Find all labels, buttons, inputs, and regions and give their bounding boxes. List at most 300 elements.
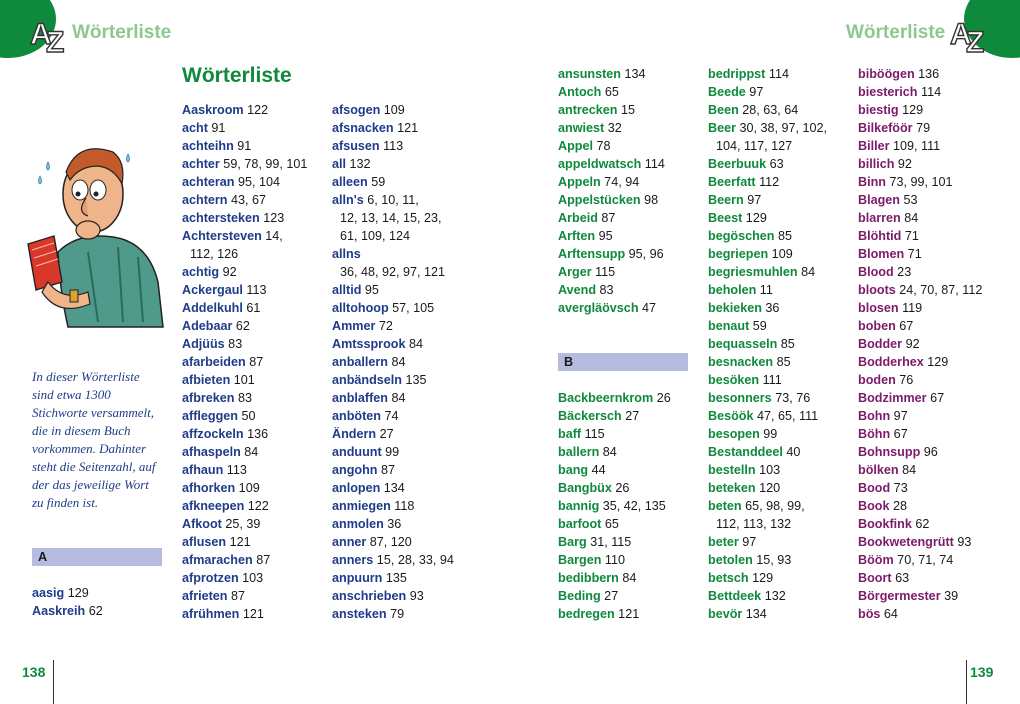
entry-word: achtern xyxy=(182,193,228,207)
entry-pages: 67 xyxy=(895,319,914,333)
index-entry xyxy=(558,389,688,407)
index-entry xyxy=(332,479,482,497)
entry-word: Barg xyxy=(558,535,587,549)
entry-word: Appel xyxy=(558,139,593,153)
index-entry xyxy=(332,461,482,479)
entry-word: Bohn xyxy=(858,409,891,423)
entry-pages-continued: 12, 13, 14, 15, 23, xyxy=(340,211,442,225)
index-entry xyxy=(858,353,1008,371)
entry-pages: 103 xyxy=(238,571,264,585)
entry-word: baff xyxy=(558,427,582,441)
entry-pages: 136 xyxy=(243,427,269,441)
entry-pages: 97 xyxy=(738,535,757,549)
entry-pages: 109 xyxy=(235,481,260,495)
entry-word: beter xyxy=(708,535,739,549)
index-entry xyxy=(182,209,327,227)
entry-pages: 110 xyxy=(601,553,625,567)
entry-word: Adebaar xyxy=(182,319,233,333)
entry-pages: 123 xyxy=(259,211,285,225)
index-entry xyxy=(182,371,327,389)
index-entry xyxy=(708,587,848,605)
index-entry xyxy=(332,551,482,569)
index-entry xyxy=(182,101,327,119)
entry-pages: 129 xyxy=(742,211,767,225)
index-entry xyxy=(182,515,327,533)
entry-pages: 84 xyxy=(900,211,919,225)
entry-word: afbreken xyxy=(182,391,235,405)
entry-word: afarbeiden xyxy=(182,355,246,369)
index-entry xyxy=(558,605,688,623)
index-entry xyxy=(182,353,327,371)
entry-word: anmolen xyxy=(332,517,384,531)
index-entry xyxy=(858,263,1008,281)
entry-pages: 83 xyxy=(596,283,614,297)
index-entry xyxy=(332,317,482,335)
entry-pages: 134 xyxy=(380,481,405,495)
entry-word: betsch xyxy=(708,571,749,585)
svg-text:A: A xyxy=(30,18,52,51)
entry-pages: 59 xyxy=(749,319,767,333)
index-entry xyxy=(858,101,1008,119)
entry-word: Bäckersch xyxy=(558,409,622,423)
entry-pages: 92 xyxy=(894,157,912,171)
entry-pages: 47 xyxy=(638,301,657,315)
entry-word: besöken xyxy=(708,373,760,387)
entry-pages: 73 xyxy=(890,481,908,495)
index-entry xyxy=(858,155,1008,173)
entry-word: all xyxy=(332,157,347,171)
index-entry xyxy=(858,425,1008,443)
entry-pages: 91 xyxy=(207,121,226,135)
entry-word: beteken xyxy=(708,481,756,495)
entry-pages: 26 xyxy=(653,391,671,405)
entry-pages: 32 xyxy=(604,121,622,135)
entry-word: Arften xyxy=(558,229,596,243)
index-entry xyxy=(558,119,688,137)
entry-pages: 84 xyxy=(618,571,637,585)
entry-pages: 47, 65, 111 xyxy=(753,409,819,423)
entry-word: achtersteken xyxy=(182,211,260,225)
entry-word: alltid xyxy=(332,283,362,297)
index-entry xyxy=(32,602,162,620)
entry-pages: 73, 76 xyxy=(771,391,811,405)
entry-word: besnacken xyxy=(708,355,774,369)
entry-pages: 84 xyxy=(405,337,423,351)
index-entry xyxy=(858,497,1008,515)
index-entry xyxy=(708,155,848,173)
entry-word: Bood xyxy=(858,481,891,495)
index-entry xyxy=(332,353,482,371)
index-entry xyxy=(182,263,327,281)
index-entry xyxy=(182,155,327,173)
entry-pages: 129 xyxy=(748,571,774,585)
entry-pages: 84 xyxy=(797,265,816,279)
entry-pages: 92 xyxy=(219,265,237,279)
entry-word: Arftensupp xyxy=(558,247,626,261)
intro-note: In dieser Wörterliste sind etwa 1300 Stichworte versammelt, die in diesem Buch vorkommen. Dahinter steht die Seitenzahl, auf der das jeweilige Wort zu finden ist. xyxy=(32,369,156,510)
entry-pages: 135 xyxy=(382,571,407,585)
entry-word: benaut xyxy=(708,319,750,333)
entry-word: alln's xyxy=(332,193,364,207)
entry-pages: 25, 39 xyxy=(221,517,261,531)
cartoon-reader-illustration xyxy=(18,132,168,332)
entry-word: achter xyxy=(182,157,220,171)
entry-pages: 96 xyxy=(920,445,938,459)
section-header-b: B xyxy=(558,353,688,371)
entry-word: Achtersteven xyxy=(182,229,262,243)
entry-word: begriepen xyxy=(708,247,769,261)
entry-word: Blood xyxy=(858,265,894,279)
entry-pages: 53 xyxy=(900,193,918,207)
entry-word: Beerbuuk xyxy=(708,157,767,171)
entry-word: affleggen xyxy=(182,409,238,423)
index-entry xyxy=(858,461,1008,479)
entry-word: afrühmen xyxy=(182,607,240,621)
index-entry xyxy=(708,461,848,479)
index-entry xyxy=(708,389,848,407)
entry-word: Arger xyxy=(558,265,592,279)
index-entry xyxy=(858,137,1008,155)
index-entry xyxy=(558,443,688,461)
entry-pages: 122 xyxy=(243,103,269,117)
index-entry xyxy=(858,173,1008,191)
entry-pages: 85 xyxy=(773,355,791,369)
entry-pages-continued: 112, 126 xyxy=(190,247,239,261)
entry-pages: 95 xyxy=(595,229,613,243)
entry-word: Appeln xyxy=(558,175,601,189)
entry-pages: 39 xyxy=(940,589,959,603)
index-entry xyxy=(332,245,482,263)
entries-column-4 xyxy=(708,65,848,623)
index-entry xyxy=(858,407,1008,425)
index-entry xyxy=(858,443,1008,461)
entry-word: Beest xyxy=(708,211,743,225)
index-entry xyxy=(182,407,327,425)
entry-word: Beerfatt xyxy=(708,175,756,189)
index-entry xyxy=(332,191,482,209)
entry-pages: 40 xyxy=(782,445,801,459)
index-entry xyxy=(182,443,327,461)
index-entry xyxy=(858,227,1008,245)
index-entry xyxy=(708,263,848,281)
index-entry xyxy=(332,335,482,353)
index-entry xyxy=(708,209,848,227)
index-entry xyxy=(182,425,327,443)
entry-word: Besöök xyxy=(708,409,754,423)
entry-pages: 30, 38, 97, 102, xyxy=(736,121,828,135)
index-entry xyxy=(858,389,1008,407)
index-entry xyxy=(332,299,482,317)
index-entry xyxy=(332,371,482,389)
entry-pages: 74 xyxy=(380,409,399,423)
entry-word: bevör xyxy=(708,607,743,621)
index-entry xyxy=(182,605,327,623)
index-entry xyxy=(558,587,688,605)
entry-word: Blagen xyxy=(858,193,900,207)
index-entry xyxy=(332,605,482,623)
entry-word: bedrippst xyxy=(708,67,766,81)
index-entry xyxy=(858,371,1008,389)
index-entry xyxy=(708,245,848,263)
entry-pages: 99 xyxy=(759,427,778,441)
entry-word: Ackergaul xyxy=(182,283,243,297)
index-entry xyxy=(558,263,688,281)
entry-word: Beer xyxy=(708,121,737,135)
entry-pages: 129 xyxy=(923,355,949,369)
index-entry xyxy=(558,209,688,227)
entry-word: anner xyxy=(332,535,367,549)
index-entry xyxy=(182,173,327,191)
index-entry xyxy=(708,173,848,191)
entry-word: Ändern xyxy=(332,427,377,441)
entry-word: Bilkeföör xyxy=(858,121,913,135)
entry-pages: 129 xyxy=(898,103,924,117)
index-entry xyxy=(708,227,848,245)
entry-pages: 72 xyxy=(375,319,393,333)
entry-word: anblaffen xyxy=(332,391,388,405)
index-entry xyxy=(558,569,688,587)
index-entry xyxy=(858,119,1008,137)
index-entry xyxy=(182,299,327,317)
entry-pages: 36 xyxy=(383,517,402,531)
page-number-left: 138 xyxy=(22,664,46,680)
index-entry xyxy=(332,515,482,533)
entry-pages: 113 xyxy=(379,139,404,153)
entry-pages: 95 xyxy=(361,283,379,297)
entry-pages: 112 xyxy=(755,175,780,189)
entry-pages: 109 xyxy=(768,247,793,261)
index-entry xyxy=(558,533,688,551)
index-entry xyxy=(858,317,1008,335)
entry-pages: 87 xyxy=(377,463,395,477)
entry-word: Bookwetengrütt xyxy=(858,535,954,549)
entry-word: afhaspeln xyxy=(182,445,241,459)
entry-pages: 113 xyxy=(242,283,267,297)
entry-word: Ammer xyxy=(332,319,376,333)
entry-pages: 27 xyxy=(376,427,394,441)
running-title-left: Wörterliste xyxy=(72,22,172,43)
index-entry xyxy=(332,407,482,425)
entry-pages: 79 xyxy=(912,121,931,135)
entry-word: alltohoop xyxy=(332,301,389,315)
entry-pages: 62 xyxy=(232,319,250,333)
entry-pages: 6, 10, 11, xyxy=(363,193,419,207)
entry-word: biestig xyxy=(858,103,899,117)
page-number-divider xyxy=(53,660,54,704)
entry-pages: 62 xyxy=(911,517,930,531)
entry-pages: 43, 67 xyxy=(227,193,267,207)
index-entry xyxy=(708,515,848,533)
entry-pages: 63 xyxy=(766,157,784,171)
index-entry xyxy=(332,389,482,407)
az-letters-icon xyxy=(28,12,72,56)
index-entry xyxy=(182,461,327,479)
entry-word: barfoot xyxy=(558,517,602,531)
entry-pages: 15, 28, 33, 94 xyxy=(373,553,454,567)
index-entry xyxy=(858,551,1008,569)
entry-word: avergläövsch xyxy=(558,301,639,315)
entry-word: bang xyxy=(558,463,589,477)
svg-text:A: A xyxy=(950,18,972,51)
entry-pages: 113 xyxy=(223,463,247,477)
index-entry xyxy=(182,533,327,551)
index-entry xyxy=(558,281,688,299)
entry-word: affzockeln xyxy=(182,427,244,441)
entry-pages: 65 xyxy=(601,517,619,531)
entry-pages: 26 xyxy=(611,481,630,495)
entry-pages: 121 xyxy=(239,607,264,621)
entry-pages: 59 xyxy=(367,175,386,189)
entry-word: anners xyxy=(332,553,374,567)
entry-pages: 84 xyxy=(387,391,406,405)
entry-pages: 87 xyxy=(227,589,246,603)
entry-word: Arbeid xyxy=(558,211,598,225)
entry-word: angohn xyxy=(332,463,378,477)
entry-word: Börgermester xyxy=(858,589,941,603)
entry-word: afmarachen xyxy=(182,553,253,567)
entry-word: anlopen xyxy=(332,481,381,495)
entry-word: blosen xyxy=(858,301,899,315)
entry-word: Boort xyxy=(858,571,892,585)
entry-pages: 84 xyxy=(240,445,259,459)
index-entry xyxy=(182,245,327,263)
entry-pages: 114 xyxy=(765,67,789,81)
entry-word: afsogen xyxy=(332,103,381,117)
entry-pages: 76 xyxy=(895,373,914,387)
index-entry xyxy=(708,407,848,425)
entry-word: bedregen xyxy=(558,607,615,621)
entry-word: achtig xyxy=(182,265,220,279)
entry-pages: 136 xyxy=(914,67,940,81)
entry-word: anmiegen xyxy=(332,499,391,513)
entry-word: antrecken xyxy=(558,103,618,117)
entry-pages: 65, 98, 99, xyxy=(741,499,805,513)
entry-pages: 135 xyxy=(401,373,427,387)
entry-pages: 120 xyxy=(755,481,781,495)
index-entry xyxy=(558,299,688,317)
index-entry xyxy=(708,551,848,569)
index-entry xyxy=(182,119,327,137)
entry-word: Blöhtid xyxy=(858,229,902,243)
index-entry xyxy=(332,119,482,137)
az-letters-icon xyxy=(948,12,992,56)
index-entry xyxy=(332,137,482,155)
entry-pages: 24, 70, 87, 112 xyxy=(895,283,983,297)
entry-word: anpuurn xyxy=(332,571,383,585)
index-entry xyxy=(332,173,482,191)
index-entry xyxy=(858,569,1008,587)
entry-word: aasig xyxy=(32,586,65,600)
index-entry xyxy=(558,227,688,245)
entry-pages: 85 xyxy=(774,229,792,243)
section-header-a: A xyxy=(32,548,162,566)
svg-text:Z: Z xyxy=(46,26,65,56)
index-entry xyxy=(708,497,848,515)
index-entry xyxy=(558,461,688,479)
entry-word: achteihn xyxy=(182,139,234,153)
entry-pages: 44 xyxy=(588,463,606,477)
entry-word: besonners xyxy=(708,391,772,405)
index-entry xyxy=(558,497,688,515)
entry-pages: 129 xyxy=(64,586,89,600)
entry-pages: 132 xyxy=(761,589,786,603)
entry-word: bannig xyxy=(558,499,600,513)
index-entry xyxy=(332,227,482,245)
entry-pages: 121 xyxy=(614,607,640,621)
entry-pages: 119 xyxy=(898,301,923,315)
entry-pages: 121 xyxy=(226,535,251,549)
index-entry xyxy=(708,533,848,551)
entry-pages: 23 xyxy=(893,265,912,279)
index-entry xyxy=(558,515,688,533)
entry-pages: 36 xyxy=(761,301,780,315)
entry-pages: 78 xyxy=(592,139,611,153)
entry-pages: 134 xyxy=(742,607,767,621)
entry-pages-continued: 61, 109, 124 xyxy=(340,229,411,243)
entry-pages: 87, 120 xyxy=(366,535,412,549)
entry-word: Biller xyxy=(858,139,890,153)
entry-pages: 99 xyxy=(381,445,400,459)
entry-word: anduunt xyxy=(332,445,382,459)
index-entry xyxy=(558,65,688,83)
entry-word: Book xyxy=(858,499,890,513)
index-entry xyxy=(858,83,1008,101)
entry-pages: 83 xyxy=(234,391,253,405)
entry-word: beholen xyxy=(708,283,757,297)
index-entry xyxy=(708,443,848,461)
entry-word: bedibbern xyxy=(558,571,619,585)
index-entry xyxy=(858,335,1008,353)
entries-column-5 xyxy=(858,65,1008,623)
entry-pages: 27 xyxy=(621,409,640,423)
entry-word: boden xyxy=(858,373,896,387)
entry-pages: 132 xyxy=(346,157,371,171)
entry-word: begriesmuhlen xyxy=(708,265,798,279)
index-entry xyxy=(332,425,482,443)
index-entry xyxy=(182,317,327,335)
entry-pages: 35, 42, 135 xyxy=(599,499,666,513)
entry-list xyxy=(32,584,162,620)
entry-pages: 114 xyxy=(641,157,665,171)
entry-word: Bööm xyxy=(858,553,894,567)
entry-pages: 63 xyxy=(891,571,910,585)
index-entry xyxy=(332,533,482,551)
entry-word: anbändseln xyxy=(332,373,402,387)
entry-word: Bodder xyxy=(858,337,903,351)
entry-pages: 28 xyxy=(889,499,907,513)
entry-word: Bangbüx xyxy=(558,481,612,495)
entries-column-2 xyxy=(332,101,482,623)
index-entry xyxy=(708,83,848,101)
entry-word: afhaun xyxy=(182,463,224,477)
entry-pages: 93 xyxy=(406,589,424,603)
index-entry xyxy=(708,119,848,137)
entry-pages: 134 xyxy=(620,67,646,81)
entry-word: Beding xyxy=(558,589,601,603)
entry-pages: 61 xyxy=(242,301,261,315)
entry-pages: 87 xyxy=(245,355,264,369)
index-entry xyxy=(858,515,1008,533)
entry-pages: 28, 63, 64 xyxy=(738,103,799,117)
entry-pages: 67 xyxy=(926,391,945,405)
entry-word: anwiest xyxy=(558,121,605,135)
index-entry xyxy=(708,569,848,587)
entry-pages: 121 xyxy=(393,121,419,135)
entries-column-3 xyxy=(558,65,688,623)
index-entry xyxy=(332,101,482,119)
entry-pages: 92 xyxy=(902,337,920,351)
index-entry xyxy=(332,209,482,227)
